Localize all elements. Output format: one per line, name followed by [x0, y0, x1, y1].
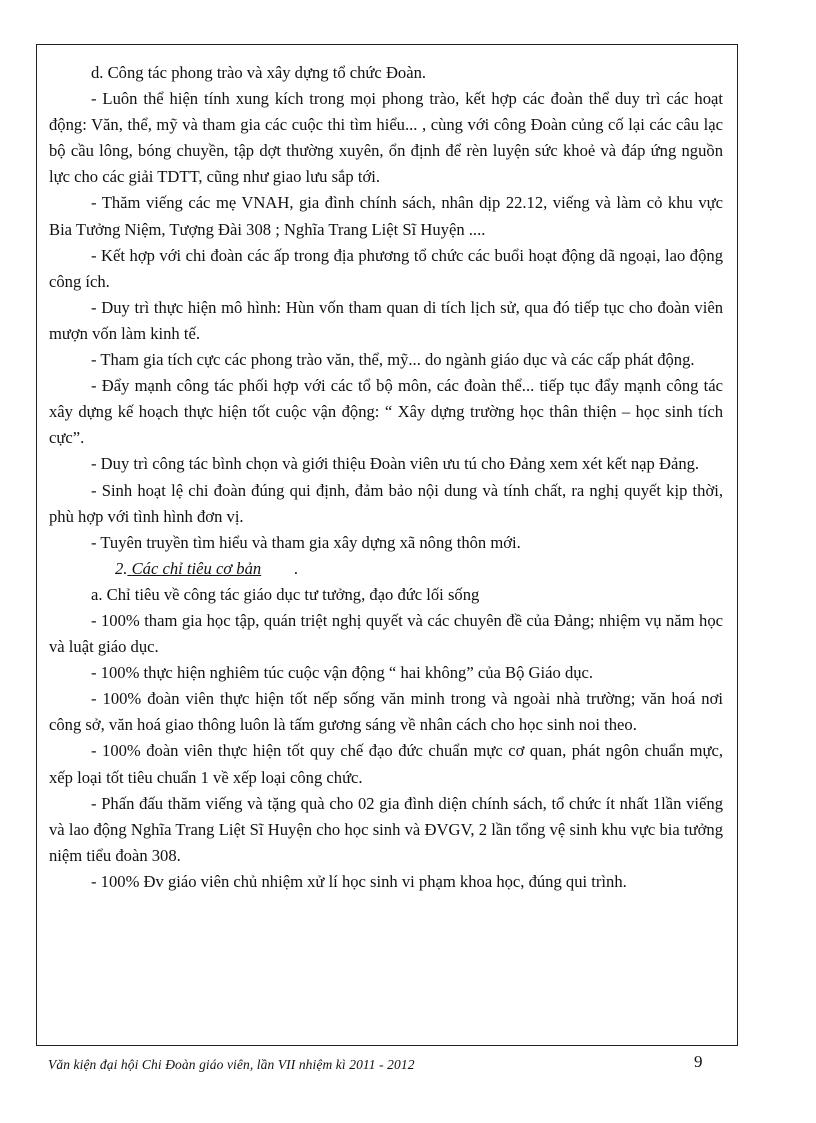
paragraph-a-5: - Phấn đấu thăm viếng và tặng quà cho 02 gia đình diện chính sách, tổ chức ít nhất 1lần viếng và lao động Nghĩa Trang Liệt Sĩ Huyện cho học sinh và ĐVGV, 2 lần tổng vệ sinh khu vực bia tưởng niệm tiểu đoàn 308. [49, 793, 723, 865]
section-2-number: 2. [115, 558, 128, 578]
paragraph-d-9: - Tuyên truyền tìm hiểu và tham gia xây dựng xã nông thôn mới. [91, 532, 521, 552]
section-2-heading [49, 556, 723, 582]
document-body [49, 60, 723, 895]
section-2-suffix: . [294, 558, 299, 578]
section-d-heading: d. Công tác phong trào và xây dựng tổ chức Đoàn. [91, 63, 427, 82]
paragraph-d-1: - Luôn thể hiện tính xung kích trong mọi phong trào, kết hợp các đoàn thể duy trì các hoạt động: Văn, thể, mỹ và tham gia các cuộc thi tìm hiểu... , cùng với công Đoàn củng cố lại các câu lạc bộ cầu lông, bóng chuyền, tập dợt thường xuyên, ổn định để rèn luyện sức khoẻ và đáp ứng nguồn lực cho các giải TDTT, cũng như giao lưu sắp tới. [49, 89, 723, 187]
paragraph-a-3: - 100% đoàn viên thực hiện tốt nếp sống văn minh trong và ngoài nhà trường; văn hoá nơi công sở, văn hoá giao thông luôn là tấm gương sáng về nhân cách cho học sinh noi theo. [49, 689, 723, 735]
paragraph-d-2: - Thăm viếng các mẹ VNAH, gia đình chính sách, nhân dịp 22.12, viếng và làm cỏ khu vực Bia Tưởng Niệm, Tượng Đài 308 ; Nghĩa Trang Liệt Sĩ Huyện .... [49, 193, 723, 239]
paragraph-d-5: - Tham gia tích cực các phong trào văn, thể, mỹ... do ngành giáo dục và các cấp phát động. [91, 350, 695, 370]
section-a-heading: a. Chỉ tiêu về công tác giáo dục tư tưởng, đạo đức lối sống [91, 584, 480, 604]
paragraph-d-4: - Duy trì thực hiện mô hình: Hùn vốn tham quan di tích lịch sử, qua đó tiếp tục cho đoàn viên mượn vốn làm kinh tế. [49, 297, 723, 343]
paragraph-d-6: - Đẩy mạnh công tác phối hợp với các tổ bộ môn, các đoàn thể... tiếp tục đẩy mạnh công tác xây dựng kế hoạch thực hiện tốt cuộc vận động: “ Xây dựng trường học thân thiện – học sinh tích cực”. [49, 376, 723, 448]
page-number: 9 [694, 1052, 703, 1071]
paragraph-a-2: - 100% thực hiện nghiêm túc cuộc vận động “ hai không” của Bộ Giáo dục. [91, 663, 594, 683]
paragraph-d-8: - Sinh hoạt lệ chi đoàn đúng qui định, đảm bảo nội dung và tính chất, ra nghị quyết kịp thời, phù hợp với tình hình đơn vị. [49, 480, 723, 526]
paragraph-d-3: - Kết hợp với chi đoàn các ấp trong địa phương tổ chức các buổi hoạt động dã ngoại, lao động công ích. [49, 245, 723, 291]
footer-document-title: Văn kiện đại hội Chi Đoàn giáo viên, lần VII nhiệm kì 2011 - 2012 [48, 1057, 415, 1072]
paragraph-a-4: - 100% đoàn viên thực hiện tốt quy chế đạo đức chuẩn mực cơ quan, phát ngôn chuẩn mực, xếp loại tốt tiêu chuẩn 1 về xếp loại công chức. [49, 741, 723, 787]
section-2-title: Các chỉ tiêu cơ bản [131, 558, 262, 578]
paragraph-a-1: - 100% tham gia học tập, quán triệt nghị quyết và các chuyên đề của Đảng; nhiệm vụ năm học và luật giáo dục. [49, 610, 723, 657]
paragraph-a-6: - 100% Đv giáo viên chủ nhiệm xử lí học sinh vi phạm khoa học, đúng qui trình. [91, 871, 627, 891]
paragraph-d-7: - Duy trì công tác bình chọn và giới thiệu Đoàn viên ưu tú cho Đảng xem xét kết nạp Đảng. [91, 454, 700, 474]
